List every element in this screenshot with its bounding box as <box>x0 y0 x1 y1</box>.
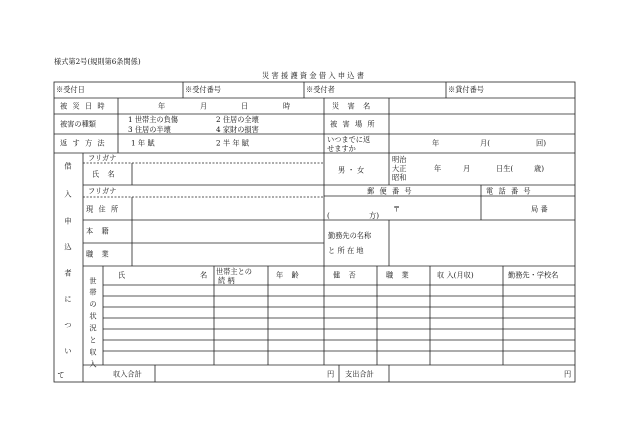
disaster-name-label: 災 害 名 <box>332 101 374 111</box>
col-header-health: 健 否 <box>333 270 359 280</box>
type-option-4: 4 家財の損害 <box>216 125 259 134</box>
col-header-occupation: 職 業 <box>386 270 412 280</box>
era-showa: 昭和 <box>392 173 407 182</box>
household-side-char: 況 <box>89 323 97 333</box>
address-note-close: 方) <box>369 211 379 220</box>
workplace-label-2: と 所 在 地 <box>328 246 364 255</box>
address-label: 現 住 所 <box>86 204 120 214</box>
repay-until-month: 月( <box>480 138 490 148</box>
furigana-label-name: フリガナ <box>88 153 117 163</box>
receipt-date-label: ※受付日 <box>56 85 85 94</box>
col-header-relation-2: 続 柄 <box>218 276 235 285</box>
registry-label: 本 籍 <box>86 226 112 236</box>
repay-until-label-2: せますか <box>327 144 356 153</box>
occupation-label: 職 業 <box>86 249 112 259</box>
household-side-char: の <box>89 299 97 309</box>
phone-exchange-suffix: 局 番 <box>531 204 548 214</box>
form-title: 災 害 援 護 資 金 借 入 申 込 書 <box>262 71 364 80</box>
income-total-label: 収入合計 <box>113 369 142 379</box>
household-side-char: 入 <box>89 359 97 369</box>
receipt-person-label: ※受付者 <box>306 85 335 94</box>
disaster-date-label: 被 災 日 時 <box>60 101 107 111</box>
type-option-1: 1 世帯主の負傷 <box>128 115 178 124</box>
loan-number-label: ※貸付番号 <box>448 85 484 94</box>
furigana-label-address: フリガナ <box>88 186 117 196</box>
col-header-income: 収 入(月収) <box>437 270 474 280</box>
birth-year: 年 <box>434 164 442 173</box>
side-label-char: つ <box>64 320 72 330</box>
type-option-3: 3 住居の半壊 <box>128 125 171 134</box>
col-header-age: 年 齢 <box>276 270 302 280</box>
workplace-label-1: 勤務先の名称 <box>328 231 372 240</box>
side-label-char: 込 <box>64 242 72 252</box>
side-label-char: に <box>64 294 72 304</box>
repay-until-label-1: いつまでに返 <box>327 135 371 144</box>
expense-total-label: 支出合計 <box>345 369 374 379</box>
birth-age: 歳) <box>534 164 544 173</box>
repay-until-year: 年 <box>432 138 440 148</box>
side-label-char: い <box>64 346 72 356</box>
disaster-date-month: 月 <box>200 101 208 111</box>
era-taisho: 大正 <box>392 164 407 173</box>
household-side-char: 帯 <box>89 287 97 297</box>
expense-total-yen: 円 <box>564 369 572 379</box>
income-total-yen: 円 <box>327 369 335 379</box>
repayment-method-label: 返 す 方 法 <box>60 138 107 148</box>
birth-month: 月 <box>463 164 471 173</box>
postal-mark: 〒 <box>393 204 401 214</box>
disaster-type-label: 被害の種類 <box>60 119 96 129</box>
repayment-option-half-yearly: 2 半 年 賦 <box>216 138 249 148</box>
name-label: 氏 名 <box>92 169 118 179</box>
disaster-date-hour: 時 <box>283 101 291 111</box>
household-side-char: 世 <box>89 276 97 286</box>
col-header-relation-1: 世帯主との <box>216 267 252 276</box>
side-label-char: て <box>57 370 65 380</box>
household-side-char: 収 <box>89 347 97 357</box>
form-number: 様式第2号(規則第6条関係) <box>54 57 141 66</box>
side-label-char: 者 <box>64 268 72 278</box>
household-side-char: 状 <box>89 311 97 321</box>
side-label-char: 申 <box>64 216 72 226</box>
address-note-open: ( <box>327 211 330 220</box>
disaster-place-label: 被 害 場 所 <box>330 119 377 129</box>
side-label-char: 借 <box>64 161 72 171</box>
household-side-char: と <box>89 335 97 345</box>
birth-day: 日生( <box>496 164 514 173</box>
phone-number-label: 電 話 番 号 <box>486 186 533 196</box>
era-meiji: 明治 <box>392 155 407 164</box>
repayment-option-yearly: 1 年 賦 <box>131 138 155 148</box>
disaster-date-day: 日 <box>241 101 249 111</box>
col-header-workplace-school: 勤務先・学校名 <box>508 270 559 280</box>
sex-options: 男 ・ 女 <box>338 165 365 175</box>
type-option-2: 2 住居の全壊 <box>216 115 259 124</box>
side-label-char: 入 <box>64 189 72 199</box>
postal-code-label: 郵 便 番 号 <box>367 186 414 196</box>
receipt-number-label: ※受付番号 <box>185 85 221 94</box>
col-header-name-1: 氏 <box>118 270 126 280</box>
repay-until-count: 回) <box>536 138 546 148</box>
col-header-name-2: 名 <box>200 270 208 280</box>
disaster-date-year: 年 <box>158 101 166 111</box>
